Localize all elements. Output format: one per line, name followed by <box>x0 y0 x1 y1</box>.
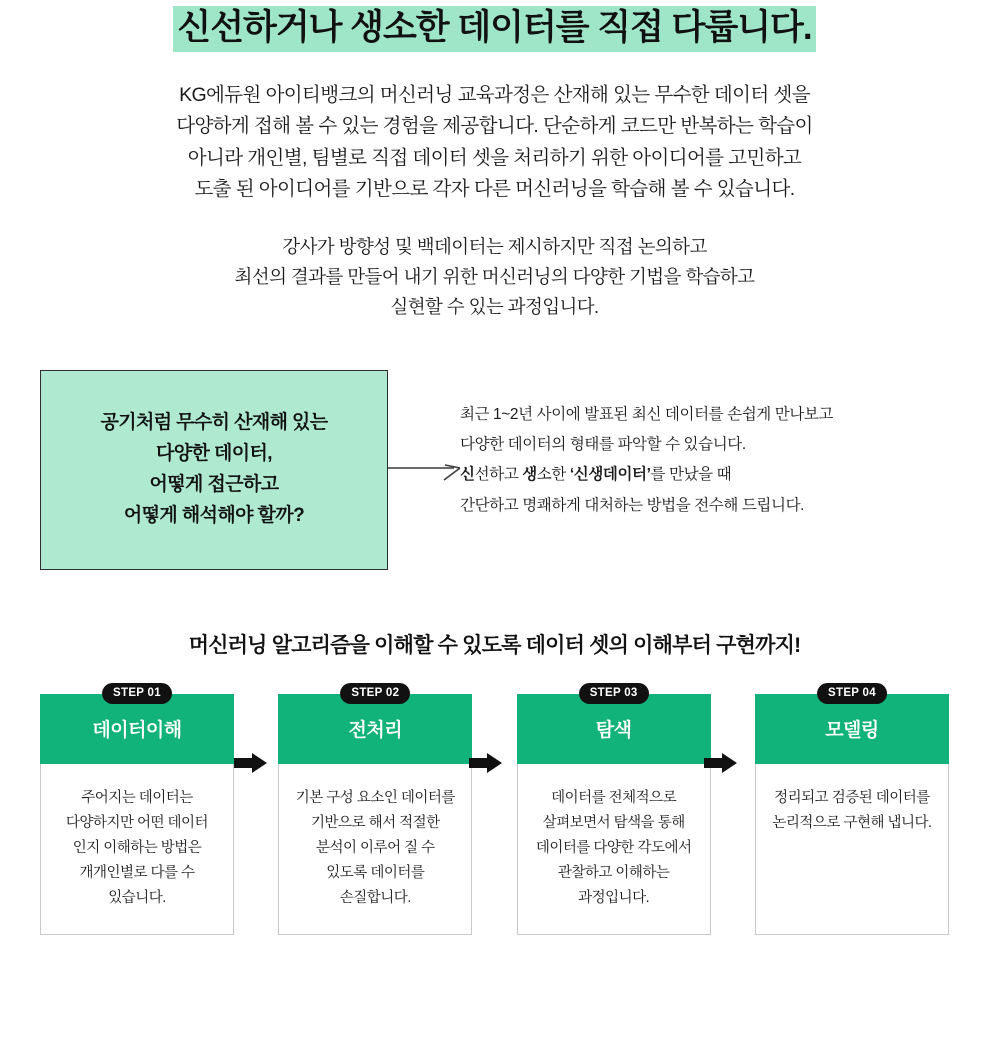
steps-section <box>0 686 989 935</box>
step-heading: 탐색 <box>517 694 711 764</box>
intro-line: 실현할 수 있는 과정입니다. <box>390 296 599 317</box>
step-card-1 <box>40 686 234 935</box>
step-arrow-icon-2 <box>469 752 503 774</box>
intro-paragraph-2 <box>0 232 989 322</box>
step-badge: STEP 02 <box>340 683 410 704</box>
arrow-right-icon <box>388 464 468 484</box>
step-arrow-icon-1 <box>234 752 268 774</box>
step-card-frame <box>40 694 234 935</box>
callout-desc-highlight-line <box>460 460 960 490</box>
step-body: 정리되고 검증된 데이터를 논리적으로 구현해 냅니다. <box>772 789 932 831</box>
highlight-bold-1: 신 <box>460 466 475 484</box>
step-heading: 데이터이해 <box>40 694 234 764</box>
intro-paragraph-1 <box>0 80 989 206</box>
intro-section <box>0 80 989 322</box>
step-heading: 모델링 <box>755 694 949 764</box>
step-card-2 <box>278 686 472 935</box>
callout-desc-line: 간단하고 명쾌하게 대처하는 방법을 전수해 드립니다. <box>460 496 805 514</box>
step-card-3 <box>517 686 711 935</box>
step-body: 데이터를 전체적으로 살펴보면서 탐색을 통해 데이터를 다양한 각도에서 관찰하고 이해하는 과정입니다. <box>535 789 692 906</box>
step-card-4 <box>755 686 949 935</box>
step-card-frame <box>755 694 949 935</box>
callout-line: 다양한 데이터, <box>156 443 272 465</box>
highlight-plain-1: 선하고 <box>474 466 523 484</box>
highlight-plain-3: 를 만났을 때 <box>650 466 732 484</box>
step-badge: STEP 01 <box>102 683 172 704</box>
step-body: 기본 구성 요소인 데이터를 기반으로 해서 적절한 분석이 이루어 질 수 있도록 데이터를 손질합니다. <box>295 789 455 906</box>
highlight-bold-3: ‘신생데이터’ <box>569 466 651 484</box>
page-title: 신선하거나 생소한 데이터를 직접 다룹니다. <box>173 6 815 52</box>
highlight-plain-2: 소한 <box>536 466 570 484</box>
hero-section <box>0 0 989 52</box>
highlight-bold-2: 생 <box>522 466 537 484</box>
callout-line: 공기처럼 무수히 산재해 있는 <box>100 412 328 434</box>
intro-line: 강사가 방향성 및 백데이터는 제시하지만 직접 논의하고 <box>282 236 707 258</box>
callout-line: 어떻게 접근하고 <box>149 473 279 495</box>
callout-section <box>0 370 989 575</box>
intro-line: 도출 된 아이디어를 기반으로 각자 다른 머신러닝을 학습해 볼 수 있습니다. <box>194 178 795 201</box>
question-callout-box <box>40 370 388 570</box>
intro-line: KG에듀원 아이티뱅크의 머신러닝 교육과정은 산재해 있는 무수한 데이터 셋을 <box>179 83 810 106</box>
intro-line: 아니라 개인별, 팀별로 직접 데이터 셋을 처리하기 위한 아이디어를 고민하고 <box>187 146 802 169</box>
step-card-frame <box>517 694 711 935</box>
step-badge: STEP 04 <box>817 683 887 704</box>
callout-description <box>460 400 960 521</box>
callout-line: 어떻게 해석해야 할까? <box>123 504 305 526</box>
intro-line: 다양하게 접해 볼 수 있는 경험을 제공합니다. 단순하게 코드만 반복하는 학습이 <box>176 115 813 138</box>
callout-desc-line: 최근 1~2년 사이에 발표된 최신 데이터를 손쉽게 만나보고 <box>460 405 834 423</box>
question-callout-lines <box>100 408 327 531</box>
step-body: 주어지는 데이터는 다양하지만 어떤 데이터 인지 이해하는 방법은 개개인별로 다를 수 있습니다. <box>65 789 209 906</box>
step-card-frame <box>278 694 472 935</box>
steps-section-title: 머신러닝 알고리즘을 이해할 수 있도록 데이터 셋의 이해부터 구현까지! <box>188 633 801 657</box>
step-heading: 전처리 <box>278 694 472 764</box>
callout-desc-line: 다양한 데이터의 형태를 파악할 수 있습니다. <box>460 436 746 454</box>
step-arrow-icon-3 <box>704 752 738 774</box>
intro-line: 최선의 결과를 만들어 내기 위한 머신러닝의 다양한 기법을 학습하고 <box>234 266 755 288</box>
step-badge: STEP 03 <box>579 683 649 704</box>
